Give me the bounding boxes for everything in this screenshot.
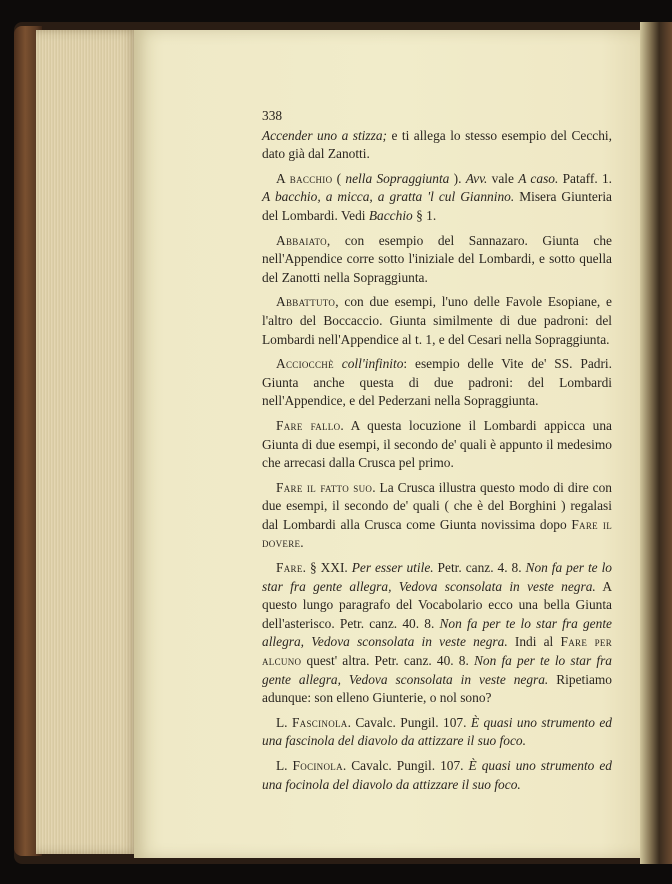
- text-segment: Non fa per te lo star fra gente allegra, Vedova sconsolata in veste negra.: [262, 560, 612, 594]
- text-segment: Bacchio: [368, 207, 413, 223]
- text-segment: Fare fallo: [276, 417, 341, 433]
- text-segment: § 1.: [412, 207, 437, 223]
- text-segment: Avv.: [465, 170, 488, 186]
- page-edges-stack: [36, 30, 138, 854]
- text-segment: Non fa per te lo star fra gente allegra, Vedova sconsolata in veste negra.: [262, 615, 612, 650]
- text-segment: vale: [487, 170, 519, 186]
- text-segment: . La Crusca illustra questo modo di dire con due esempi, il secondo de' quali ( che è del Borghini ) regalasi dal Lombardi alla Crusca come Giunta novissima dopo: [262, 479, 612, 532]
- text-segment: . A questa locuzione il Lombardi appicca una Giunta di due esempi, il secondo de' quali è appunto il medesimo che arrecasi dalla Crusca pel primo.: [262, 417, 612, 471]
- text-segment: quest' altra. Petr. canz. 40. 8.: [301, 653, 474, 669]
- text-segment: : esempio delle Vite de' SS. Padri. Giunta anche questa di due padroni: del Lombardi nell'Appendice, e del Pederzani nella Sopraggiunta.: [262, 356, 612, 409]
- paragraph: [262, 417, 612, 473]
- text-segment: A questo lungo paragrafo del Vocabolario ecco una bella Giunta dell'asterisco. Petr. canz. 40. 8.: [262, 578, 612, 631]
- text-segment: È quasi uno strumento ed una fascinola del diavolo da attizzare il suo foco.: [262, 714, 612, 749]
- page-number: 338: [262, 108, 283, 123]
- text-segment: , con esempio del Sannazaro. Giunta che nell'Appendice corre sotto l'iniziale del Lombardi, e sotto quella del Zanotti nella Sopraggiunta.: [262, 232, 612, 285]
- text-segment: Fascinola: [291, 714, 348, 730]
- book-gutter: [640, 22, 672, 864]
- paragraph: [262, 127, 612, 164]
- text-segment: Fare il fatto suo: [276, 479, 373, 495]
- text-segment: Accender uno a stizza;: [262, 127, 387, 143]
- text-segment: nella Sopraggiunta: [345, 170, 450, 186]
- text-segment: Fare il dovere: [262, 516, 612, 551]
- text-segment: e ti allega lo stesso esempio del Cecchi, dato già dal Zanotti.: [262, 127, 612, 162]
- text-segment: . § XXI.: [302, 560, 352, 576]
- paragraph: [262, 293, 612, 349]
- text-segment: Petr. canz. 4. 8.: [433, 560, 526, 576]
- text-segment: Abbattuto: [276, 294, 336, 310]
- text-segment: A caso.: [518, 170, 559, 186]
- text-segment: Misera Giunteria del Lombardi. Vedi: [262, 189, 612, 223]
- paragraph: [262, 714, 612, 751]
- text-segment: ).: [449, 170, 466, 186]
- text-segment: L.: [276, 758, 293, 773]
- paragraph: [262, 232, 612, 288]
- text-segment: Ripetiamo adunque: son elleno Giunterie, o nol sono?: [262, 671, 613, 706]
- text-segment: , con due esempi, l'uno delle Favole Esopiane, e l'altro del Boccaccio. Giunta similmente di due padroni: del Lombardi nell'Appendice al t. 1, e del Cesari nella Sopraggiunta.: [262, 294, 612, 347]
- text-segment: L.: [276, 714, 292, 730]
- text-segment: Pataff. 1.: [558, 170, 612, 186]
- text-segment: Fare per alcuno: [262, 634, 613, 669]
- paragraph-list: [262, 127, 612, 795]
- text-segment: Indi al: [507, 634, 561, 650]
- paragraph: [262, 559, 612, 708]
- text-segment: Abbaiato: [276, 232, 327, 248]
- text-segment: Focinola: [292, 758, 343, 773]
- text-segment: Per esser utile.: [351, 560, 434, 576]
- text-segment: (: [332, 170, 346, 186]
- paragraph: [262, 170, 612, 226]
- text-segment: . Cavalc. Pungil. 107.: [347, 714, 471, 730]
- text-segment: .: [300, 535, 304, 551]
- text-segment: [334, 356, 342, 371]
- text-segment: A bacchio, a micca, a gratta 'l cul Giannino.: [262, 189, 515, 205]
- paragraph: [262, 479, 612, 553]
- paragraph: [262, 757, 612, 794]
- text-segment: A bacchio: [276, 170, 333, 186]
- page-text-block: [262, 107, 612, 800]
- text-segment: . Cavalc. Pungil. 107.: [342, 758, 469, 773]
- text-segment: coll'infinito: [341, 356, 404, 372]
- text-segment: Acciocchè: [276, 356, 334, 372]
- text-segment: Non fa per te lo star fra gente allegra, Vedova sconsolata in veste negra.: [262, 653, 612, 687]
- text-segment: Fare: [276, 560, 303, 576]
- paragraph: [262, 355, 612, 411]
- text-segment: È quasi uno strumento ed una focinola del diavolo da attizzare il suo foco.: [262, 758, 613, 792]
